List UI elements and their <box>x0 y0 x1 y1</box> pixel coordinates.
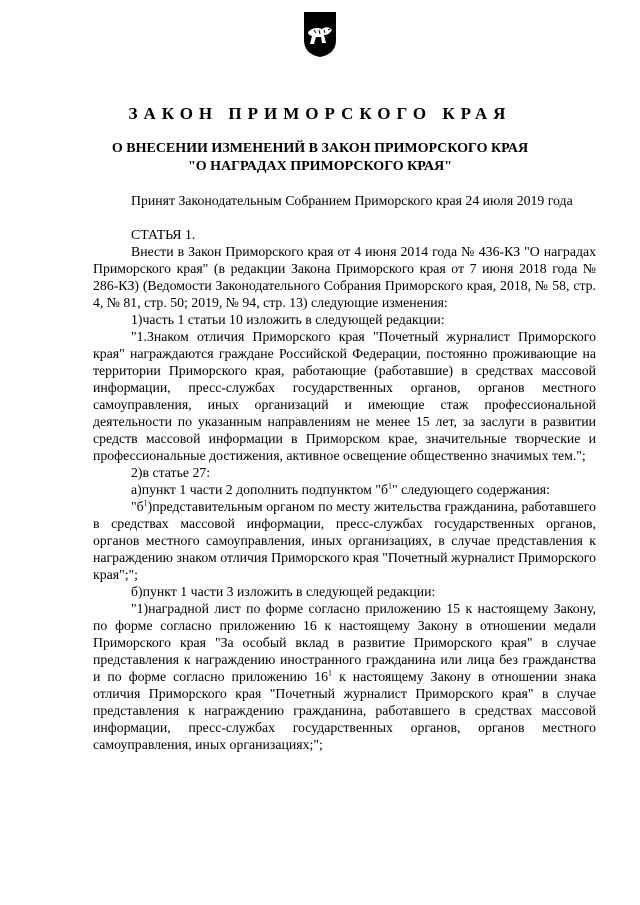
paragraph-item-2b: б)пункт 1 части 3 изложить в следующей редакции: <box>131 584 436 599</box>
coat-of-arms-icon <box>302 10 338 58</box>
paragraph-amendment-intro: Внести в Закон Приморского края от 4 июня 2014 года № 436-КЗ "О наградах Приморского края" (в редакции Закона Приморского края от 7 июня 2018 года № 286-КЗ) (Ведомости Законодательного Собрания Приморского края, 2018, № 58, стр. 4, № 81, стр. 50; 2019, № 94, стр. 13) следующие изменения: <box>93 244 596 310</box>
law-subtitle <box>0 140 640 176</box>
paragraph-quote-2: "$б^1)представительным$ органом по месту жительства гражданина, работавшего в средствах массовой информации, пресс-службах государственных органов, органов местного самоуправления, иных организациях, в случае представления к награждению знаком отличия Приморского края "Почетный журналист Приморского края";"; <box>93 498 596 582</box>
paragraph-quote-3: "1)наградной лист по форме согласно приложению 15 к настоящему Закону, по форме согласно приложению 16 к настоящему Закону в отношении медали Приморского края "За особый вклад в развитие Приморского края" в случае представления к награждению иностранного гражданина или лица без гражданства и по форме согласно приложению $16^1$ к настоящему Закону в отношении знака отличия Приморского края "Почетный журналист Приморского края" в случае представления к награждению гражданина, работавшего в средствах массовой информации, пресс-службах государственных органов, органов местного самоуправления, иных организациях;"; <box>93 601 596 752</box>
subtitle-line-2: "О НАГРАДАХ ПРИМОРСКОГО КРАЯ" <box>187 159 453 174</box>
subtitle-line-1: О ВНЕСЕНИИ ИЗМЕНЕНИЙ В ЗАКОН ПРИМОРСКОГО КРАЯ <box>111 141 529 156</box>
paragraph-quote-1: "1.Знаком отличия Приморского края "Почетный журналист Приморского края" награждаются граждане Российской Федерации, постоянно проживающие на территории Приморского края, работающие (работавшие) в средствах массовой информации, пресс-службах государственных органов, органов местного самоуправления, иных организаций и имеющие стаж профессиональной деятельности по указанным направлениям не менее 15 лет, за заслуги в развитии средств массовой информации в Приморском крае, значительные творческие и профессиональные достижения, активное освещение общественно значимых тем."; <box>93 329 596 463</box>
paragraph-item-1: 1)часть 1 статьи 10 изложить в следующей редакции: <box>131 312 445 327</box>
document-body <box>93 192 596 753</box>
paragraph-item-2: 2)в статье 27: <box>131 465 211 480</box>
article-heading: СТАТЬЯ 1. <box>131 227 196 242</box>
law-title: ЗАКОН ПРИМОРСКОГО КРАЯ <box>128 104 512 123</box>
adoption-note: Принят Законодательным Собранием Приморского края 24 июля 2019 года <box>131 193 573 208</box>
paragraph-item-2a: а)пункт 1 части 2 дополнить подпунктом "$б^1$" следующего содержания: <box>131 481 550 497</box>
